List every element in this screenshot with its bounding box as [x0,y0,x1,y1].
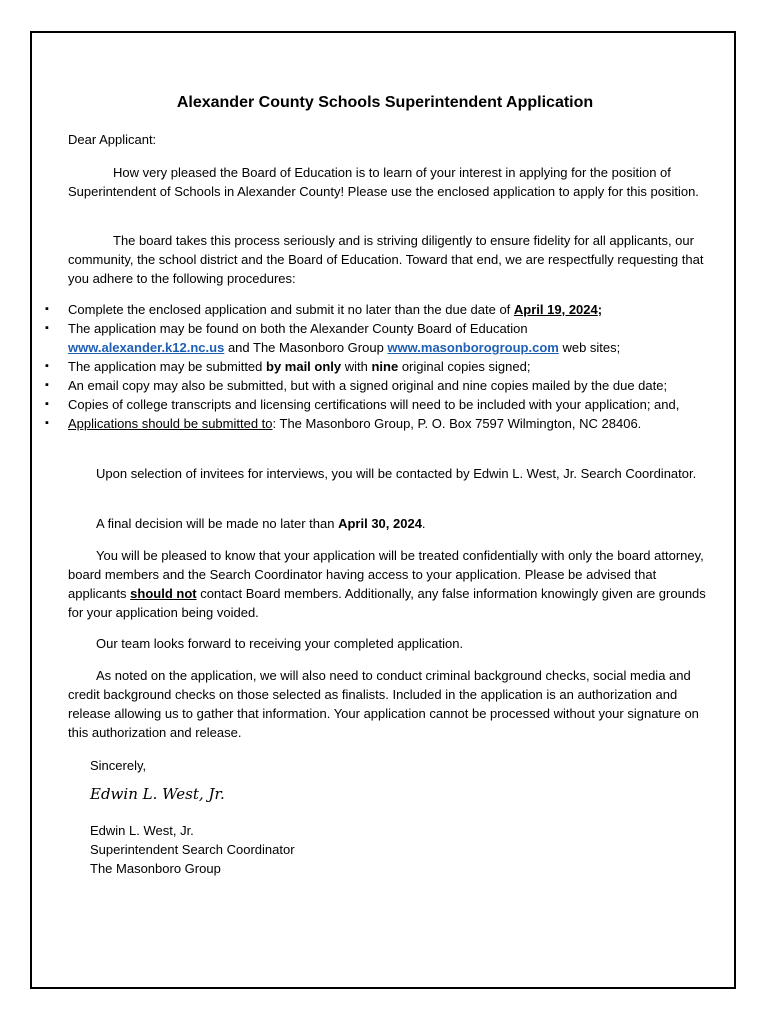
paragraph-decision-text: A final decision will be made no later than [96,516,339,531]
list-item [68,414,718,433]
paragraph-confidential-text-end: contact Board members. Additionally, any false information knowingly given are grounds for your application being voided. [68,586,706,620]
signer-block [90,821,720,878]
list-item [68,300,718,319]
signer-org: The Masonboro Group [90,861,221,876]
page-title: Alexander County Schools Superintendent Application [176,94,594,111]
alexander-link[interactable]: www.alexander.k12.nc.us [68,340,225,355]
paragraph-team-text: Our team looks forward to receiving your completed application. [96,636,464,651]
paragraph-interviews-text: Upon selection of invitees for interviews, you will be contacted by Edwin L. West, Jr. Search Coordinator. [96,466,697,481]
list-item [68,319,718,357]
closing: Sincerely, [90,758,147,773]
list-item-text: with [341,359,372,374]
list-item-text: : The Masonboro Group, P. O. Box 7597 Wilmington, NC 28406. [272,416,642,431]
signer-name: Edwin L. West, Jr. [90,823,194,838]
list-item [68,376,718,395]
paragraph-process [68,231,718,288]
list-item-text: The application may be submitted [68,359,266,374]
paragraph-decision-punct: . [421,516,426,531]
paragraph-interviews [68,464,718,483]
paragraph-process-text: The board takes this process seriously and is striving diligently to ensure fidelity for all applicants, our community, the school district and the Board of Education. Toward that end, we are respectfully requesting that you adhere to the following procedures: [68,233,704,286]
paragraph-confidential-text: You will be pleased to know that your application will be treated confidentially with only the board attorney, board members and the Search Coordinator having access to your application. Please be advised that applicants [68,548,704,601]
salutation: Dear Applicant: [68,132,157,147]
should-not-emphasis: should not [130,586,197,601]
signature: Edwin L. West, Jr. [90,785,225,803]
paragraph-background [68,666,718,742]
procedures-list [68,300,718,433]
paragraph-team [68,634,718,653]
mail-only-emphasis: by mail only [266,359,342,374]
due-date: April 19, 2024 [513,302,598,317]
list-item-text: and The Masonboro Group [224,340,388,355]
list-item-text: Complete the enclosed application and submit it no later than the due date of [68,302,514,317]
list-item-text: web sites; [558,340,621,355]
paragraph-intro [68,163,718,201]
masonboro-link[interactable]: www.masonborogroup.com [387,340,559,355]
decision-date: April 30, 2024 [338,516,422,531]
list-item-text: Copies of college transcripts and licensing certifications will need to be included with your application; and, [68,397,680,412]
list-item-text: The application may be found on both the Alexander County Board of Education [68,321,528,336]
submission-label: Applications should be submitted to [68,416,273,431]
list-item-punct: ; [597,302,603,317]
list-item [68,395,718,414]
signer-title: Superintendent Search Coordinator [90,842,295,857]
paragraph-decision [68,514,718,533]
list-item [68,357,718,376]
paragraph-intro-text: How very pleased the Board of Education is to learn of your interest in applying for the position of Superintendent of Schools in Alexander County! Please use the enclosed application to apply for this position. [68,165,699,199]
list-item-text: An email copy may also be submitted, but with a signed original and nine copies mailed by the due date; [68,378,668,393]
paragraph-background-text: As noted on the application, we will also need to conduct criminal background checks, social media and credit background checks on those selected as finalists. Included in the application is an authorization and release allowing us to gather that information. Your application cannot be processed without your signature on this authorization and release. [68,668,699,740]
list-item-text: original copies signed; [398,359,531,374]
paragraph-confidential [68,546,718,622]
nine-emphasis: nine [371,359,399,374]
